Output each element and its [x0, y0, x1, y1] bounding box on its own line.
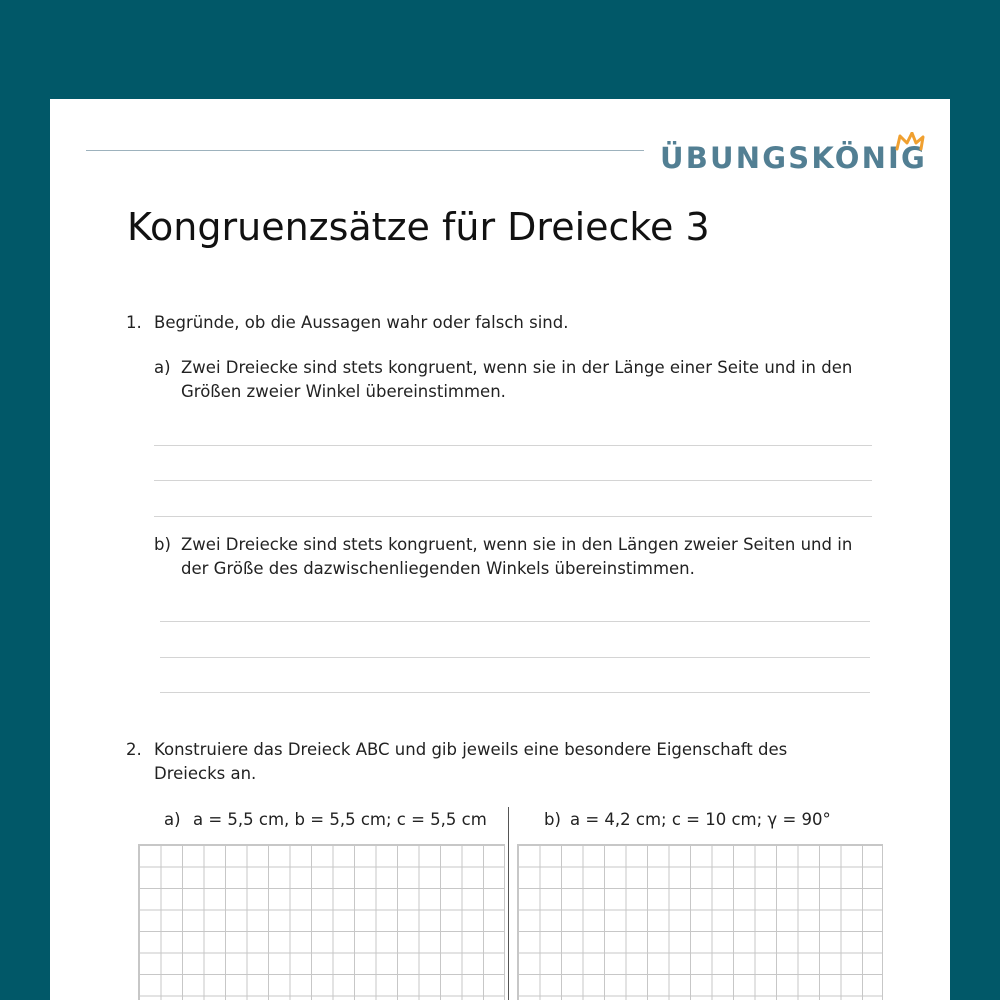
- answer-line[interactable]: [154, 516, 872, 517]
- header-rule: [86, 150, 644, 151]
- answer-line[interactable]: [160, 692, 870, 693]
- task2a-text: a = 5,5 cm, b = 5,5 cm; c = 5,5 cm: [193, 810, 487, 829]
- task1b-label: b): [154, 535, 171, 554]
- answer-line[interactable]: [154, 445, 872, 446]
- task2-number: 2.: [126, 740, 142, 759]
- task1a-label: a): [154, 358, 171, 377]
- task1a-line1: Zwei Dreiecke sind stets kongruent, wenn sie in der Länge einer Seite und in den: [181, 358, 853, 377]
- task2-line1: Konstruiere das Dreieck ABC und gib jeweils eine besondere Eigenschaft des: [154, 740, 788, 759]
- construction-grid-b[interactable]: [517, 844, 883, 1000]
- task1b-line1: Zwei Dreiecke sind stets kongruent, wenn sie in den Längen zweier Seiten und in: [181, 535, 853, 554]
- task1a-line2: Größen zweier Winkel übereinstimmen.: [181, 382, 506, 401]
- task1-number: 1.: [126, 313, 142, 332]
- column-divider: [508, 807, 509, 1000]
- task2a-label: a): [164, 810, 181, 829]
- task2b-text: a = 4,2 cm; c = 10 cm; γ = 90°: [570, 810, 831, 829]
- crown-icon: [895, 132, 925, 152]
- task1-prompt: Begründe, ob die Aussagen wahr oder falsch sind.: [154, 313, 569, 332]
- task1b-line2: der Größe des dazwischenliegenden Winkels übereinstimmen.: [181, 559, 695, 578]
- task2b-label: b): [544, 810, 561, 829]
- worksheet-page: [50, 99, 950, 1000]
- construction-grid-a[interactable]: [138, 844, 505, 1000]
- page-title: Kongruenzsätze für Dreiecke 3: [127, 205, 710, 249]
- task2-line2: Dreiecks an.: [154, 764, 257, 783]
- answer-line[interactable]: [160, 657, 870, 658]
- answer-line[interactable]: [160, 621, 870, 622]
- answer-line[interactable]: [154, 480, 872, 481]
- brand-logo-text: ÜBUNGSKÖNIG: [660, 141, 928, 175]
